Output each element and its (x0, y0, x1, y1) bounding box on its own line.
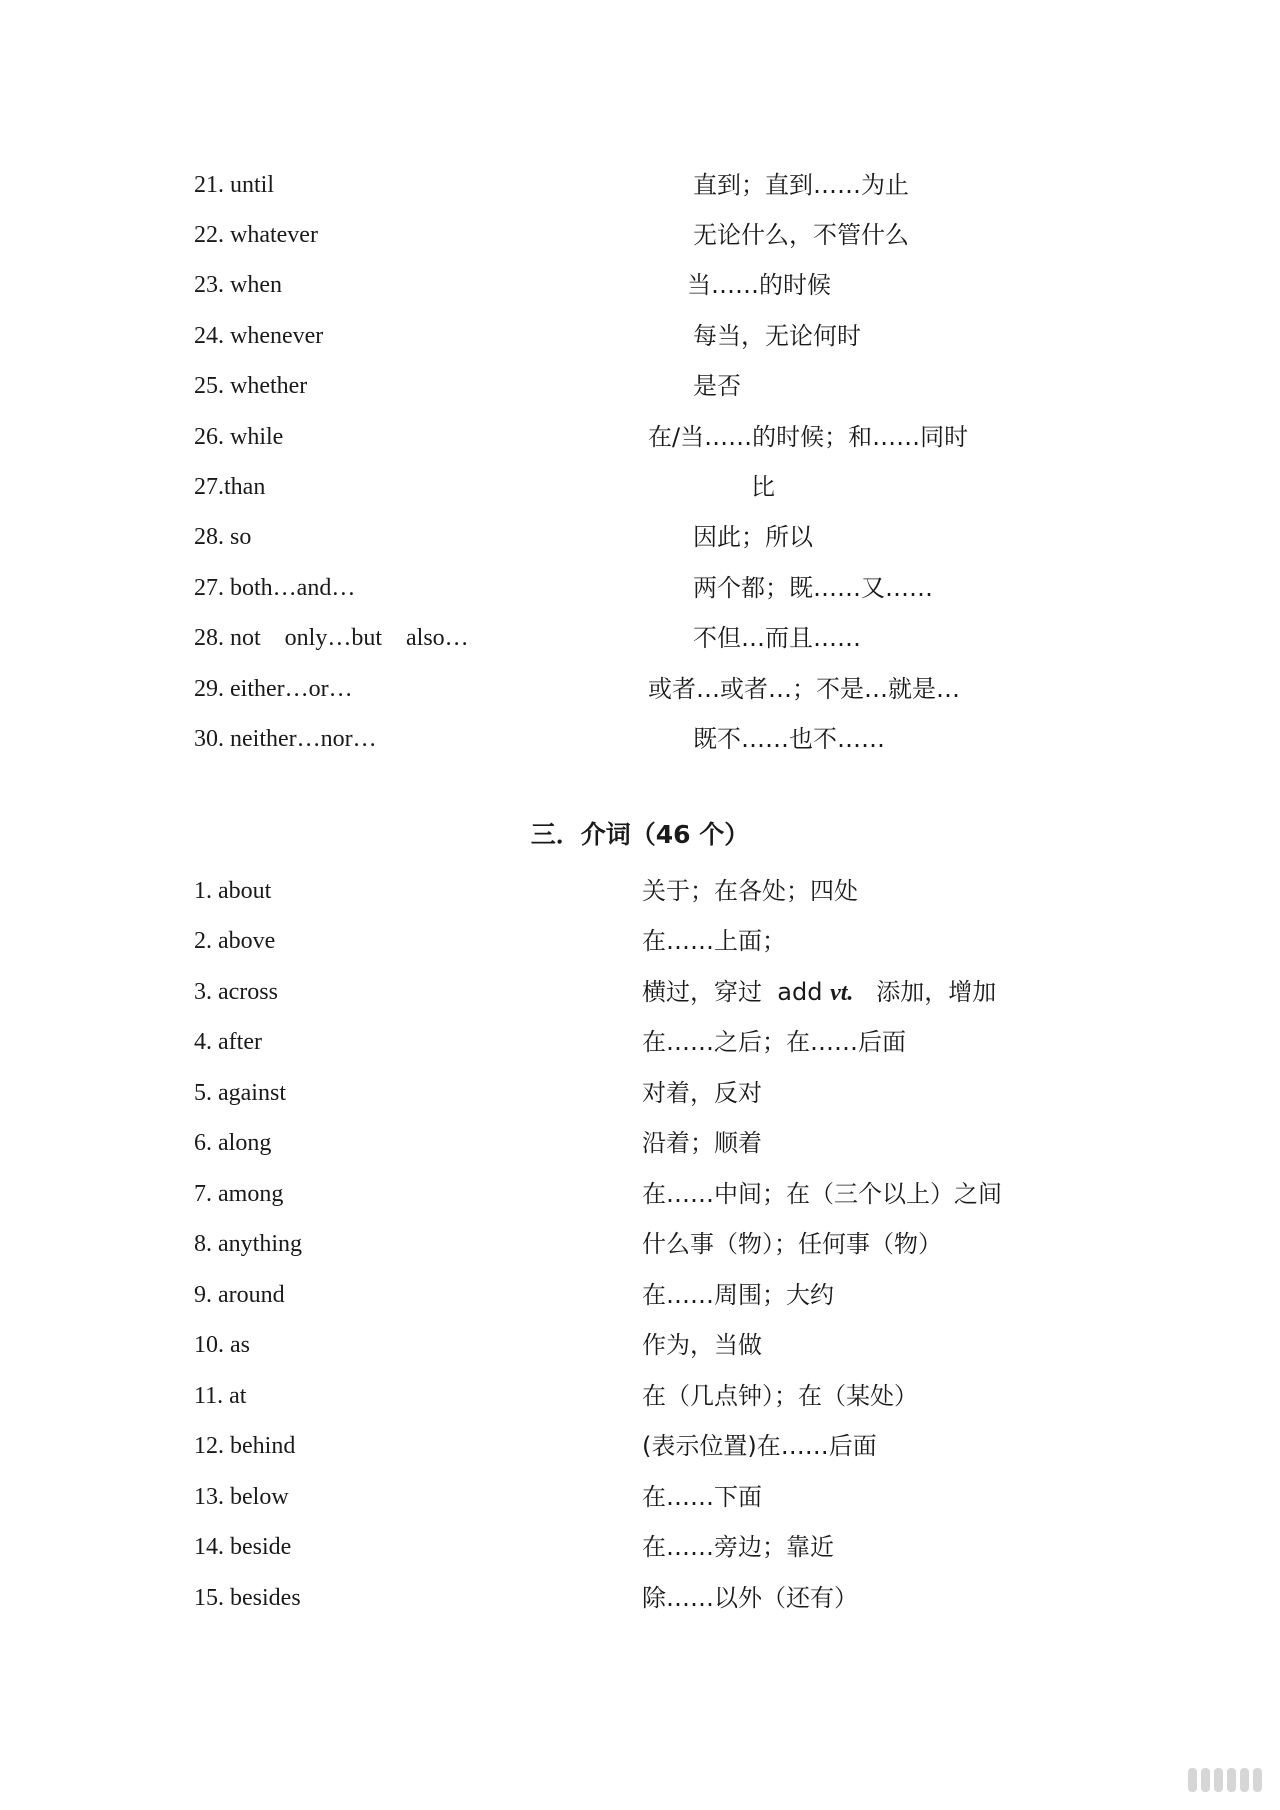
watermark-mark (1188, 1768, 1262, 1792)
english-word: 5. against (194, 1080, 286, 1106)
english-word: 2. above (194, 928, 276, 954)
conjunction-row (0, 264, 1280, 304)
preposition-row (0, 1173, 1280, 1213)
chinese-meaning: 对着，反对 (642, 1079, 762, 1107)
part-of-speech-label: vt. (830, 980, 854, 1006)
chinese-meaning: 或者…或者…；不是…就是… (648, 675, 960, 703)
english-word: 27.than (194, 474, 266, 500)
english-word: 7. among (194, 1181, 284, 1207)
english-word: 8. anything (194, 1231, 302, 1257)
english-word: 11. at (194, 1383, 247, 1409)
conjunction-row (0, 365, 1280, 405)
chinese-meaning: 直到；直到……为止 (693, 171, 909, 199)
english-word: 29. either…or… (194, 676, 353, 702)
english-word: 22. whatever (194, 222, 318, 248)
conjunction-row (0, 668, 1280, 708)
watermark-stroke (1240, 1768, 1249, 1792)
chinese-meaning: 在……上面； (642, 927, 786, 955)
preposition-row (0, 971, 1280, 1011)
preposition-row (0, 1324, 1280, 1364)
preposition-row (0, 1425, 1280, 1465)
watermark-stroke (1214, 1768, 1223, 1792)
preposition-row (0, 1577, 1280, 1617)
preposition-row (0, 1122, 1280, 1162)
english-word: 24. whenever (194, 323, 324, 349)
chinese-meaning: 在/当……的时候；和……同时 (648, 423, 969, 451)
english-word: 3. across (194, 979, 278, 1005)
chinese-meaning: 沿着；顺着 (642, 1129, 762, 1157)
english-word: 6. along (194, 1130, 272, 1156)
conjunction-row (0, 567, 1280, 607)
watermark-stroke (1201, 1768, 1210, 1792)
english-word: 28. not only…but also… (194, 625, 469, 651)
english-word: 1. about (194, 878, 272, 904)
chinese-meaning: 是否 (693, 372, 741, 400)
chinese-meaning: 关于；在各处；四处 (642, 877, 858, 905)
preposition-row (0, 1223, 1280, 1263)
english-word: 4. after (194, 1029, 262, 1055)
chinese-meaning: (表示位置)在……后面 (642, 1432, 877, 1460)
preposition-row (0, 870, 1280, 910)
conjunction-row (0, 214, 1280, 254)
english-word: 28. so (194, 524, 252, 550)
english-word: 27. both…and… (194, 575, 356, 601)
chinese-meaning (642, 977, 996, 1008)
english-word: 23. when (194, 272, 282, 298)
preposition-row (0, 1375, 1280, 1415)
preposition-row (0, 1476, 1280, 1516)
conjunction-row (0, 718, 1280, 758)
chinese-meaning: 两个都；既……又…… (693, 574, 933, 602)
chinese-meaning: 每当，无论何时 (693, 322, 861, 350)
watermark-stroke (1253, 1768, 1262, 1792)
english-word: 21. until (194, 172, 275, 198)
conjunction-row (0, 617, 1280, 657)
preposition-row (0, 1526, 1280, 1566)
english-word: 26. while (194, 424, 284, 450)
chinese-meaning: 当……的时候 (687, 271, 831, 299)
english-word: 25. whether (194, 373, 308, 399)
chinese-meaning: 因此；所以 (693, 523, 813, 551)
conjunction-row (0, 466, 1280, 506)
english-word: 9. around (194, 1282, 285, 1308)
chinese-meaning: 无论什么，不管什么 (693, 221, 909, 249)
chinese-meaning: 作为，当做 (642, 1331, 762, 1359)
chinese-meaning: 在（几点钟）；在（某处） (642, 1382, 918, 1410)
conjunction-row (0, 164, 1280, 204)
chinese-meaning: 在……周围；大约 (642, 1281, 834, 1309)
watermark-stroke (1227, 1768, 1236, 1792)
english-word: 14. beside (194, 1534, 292, 1560)
conjunction-row (0, 416, 1280, 456)
section-title-prepositions: 三．介词（46 个） (530, 820, 750, 849)
chinese-meaning: 在……之后；在……后面 (642, 1028, 906, 1056)
conjunction-row (0, 315, 1280, 355)
chinese-meaning: 在……旁边；靠近 (642, 1533, 834, 1561)
english-word: 12. behind (194, 1433, 296, 1459)
preposition-row (0, 1072, 1280, 1112)
english-word: 10. as (194, 1332, 250, 1358)
chinese-meaning-part: 横过，穿过 add (642, 978, 831, 1006)
watermark-stroke (1188, 1768, 1197, 1792)
preposition-row (0, 1021, 1280, 1061)
chinese-meaning: 不但…而且…… (693, 624, 861, 652)
conjunction-row (0, 516, 1280, 556)
chinese-meaning: 在……中间；在（三个以上）之间 (642, 1180, 1002, 1208)
chinese-meaning: 既不……也不…… (693, 725, 885, 753)
chinese-meaning-part: 添加，增加 (853, 978, 997, 1006)
english-word: 30. neither…nor… (194, 726, 377, 752)
chinese-meaning: 什么事（物）；任何事（物） (642, 1230, 942, 1258)
chinese-meaning: 除……以外（还有） (642, 1584, 858, 1612)
chinese-meaning: 在……下面 (642, 1483, 762, 1511)
english-word: 15. besides (194, 1585, 301, 1611)
english-word: 13. below (194, 1484, 289, 1510)
preposition-row (0, 1274, 1280, 1314)
chinese-meaning: 比 (751, 473, 775, 501)
preposition-row (0, 920, 1280, 960)
